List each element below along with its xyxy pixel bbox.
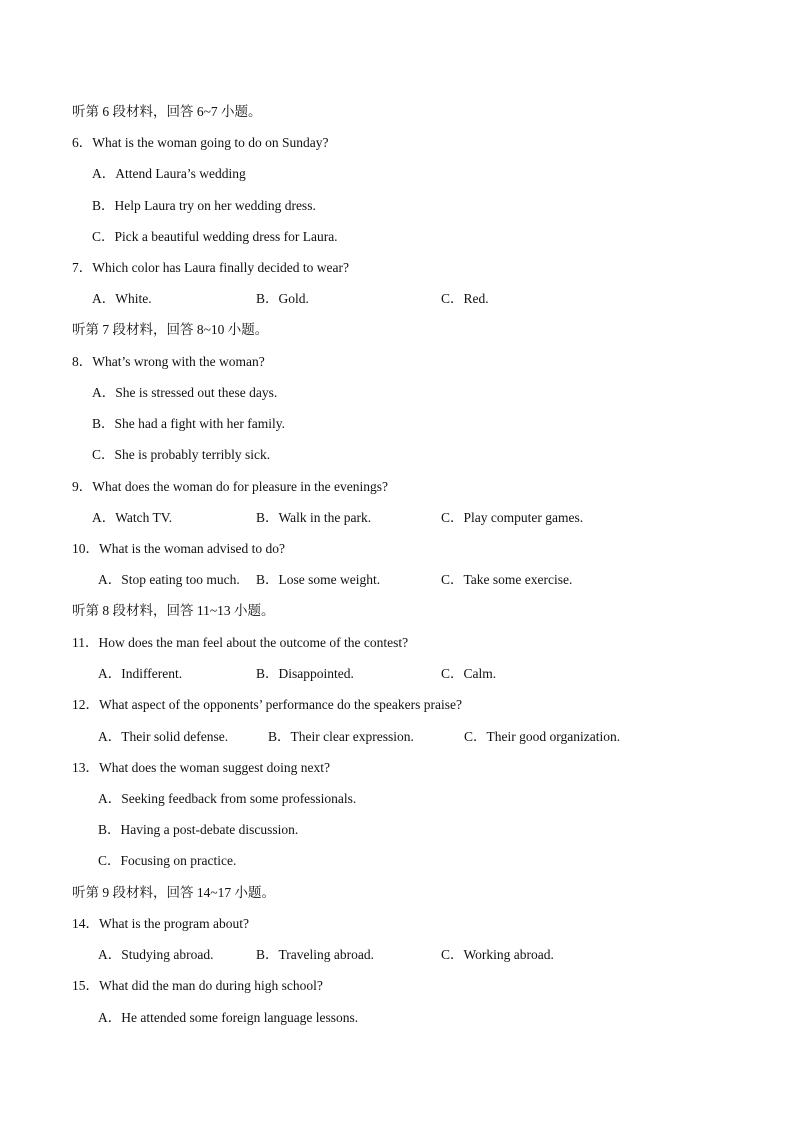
q15-option-a: A．He attended some foreign language lessons. [98, 1010, 359, 1025]
q10-option-c: C．Take some exercise. [441, 572, 573, 587]
q14-option-c: C．Working abroad. [441, 947, 554, 962]
question-11: 11．How does the man feel about the outcome of the contest? [72, 635, 409, 650]
q8-option-c: C．She is probably terribly sick. [92, 447, 271, 462]
question-9: 9．What does the woman do for pleasure in the evenings? [72, 479, 389, 494]
question-7: 7．Which color has Laura finally decided to wear? [72, 260, 350, 275]
q11-option-a: A．Indifferent. [98, 666, 183, 681]
section-heading-7: 听第 7 段材料，回答 8~10 小题。 [72, 322, 269, 337]
q9-option-a: A．Watch TV. [92, 510, 173, 525]
q11-option-b: B．Disappointed. [256, 666, 354, 681]
q6-option-c: C．Pick a beautiful wedding dress for Laura. [92, 229, 338, 244]
q12-option-c: C．Their good organization. [464, 729, 621, 744]
section-heading-9: 听第 9 段材料，回答 14~17 小题。 [72, 885, 276, 900]
q7-option-a: A．White. [92, 291, 152, 306]
question-14: 14．What is the program about? [72, 916, 249, 931]
q8-option-b: B．She had a fight with her family. [92, 416, 285, 431]
q6-option-a: A．Attend Laura’s wedding [92, 166, 246, 181]
q7-option-c: C．Red. [441, 291, 489, 306]
question-12: 12．What aspect of the opponents’ performance do the speakers praise? [72, 697, 462, 712]
question-8: 8．What’s wrong with the woman? [72, 354, 265, 369]
q6-option-b: B．Help Laura try on her wedding dress. [92, 198, 316, 213]
q14-option-a: A．Studying abroad. [98, 947, 214, 962]
q7-option-b: B．Gold. [256, 291, 309, 306]
q13-option-c: C．Focusing on practice. [98, 853, 237, 868]
section-heading-8: 听第 8 段材料，回答 11~13 小题。 [72, 603, 275, 618]
section-heading-6: 听第 6 段材料，回答 6~7 小题。 [72, 104, 262, 119]
q10-option-a: A．Stop eating too much. [98, 572, 240, 587]
q10-option-b: B．Lose some weight. [256, 572, 381, 587]
q14-option-b: B．Traveling abroad. [256, 947, 374, 962]
q13-option-a: A．Seeking feedback from some professionals. [98, 791, 357, 806]
question-6: 6．What is the woman going to do on Sunday? [72, 135, 329, 150]
question-10: 10．What is the woman advised to do? [72, 541, 285, 556]
q9-option-b: B．Walk in the park. [256, 510, 372, 525]
q12-option-b: B．Their clear expression. [268, 729, 414, 744]
question-15: 15．What did the man do during high school? [72, 978, 323, 993]
q13-option-b: B．Having a post-debate discussion. [98, 822, 299, 837]
q12-option-a: A．Their solid defense. [98, 729, 229, 744]
q8-option-a: A．She is stressed out these days. [92, 385, 278, 400]
question-13: 13．What does the woman suggest doing next? [72, 760, 330, 775]
q11-option-c: C．Calm. [441, 666, 497, 681]
q9-option-c: C．Play computer games. [441, 510, 584, 525]
